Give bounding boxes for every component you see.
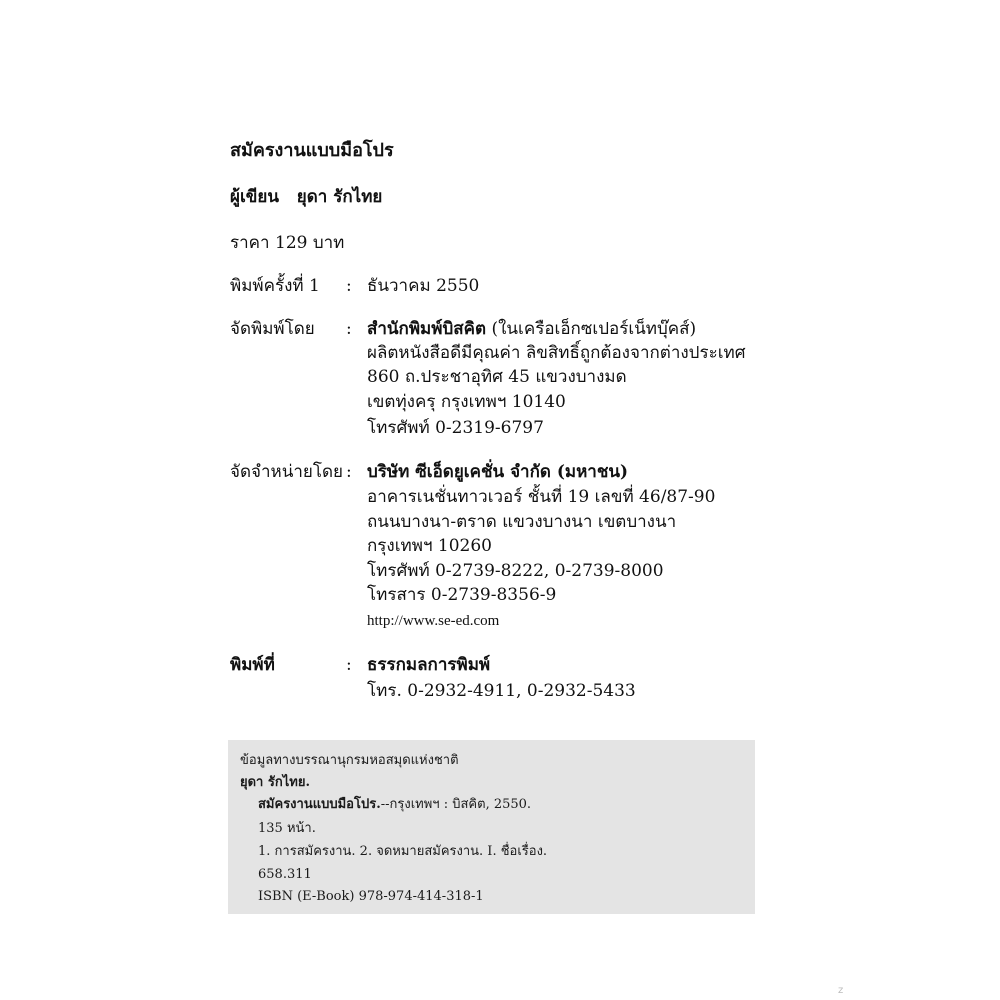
distributor-line: กรุงเทพฯ 10260 [367,536,492,556]
printer-colon: : [346,655,352,675]
cip-isbn: ISBN (E-Book) 978-974-414-318-1 [258,889,484,904]
distributor-name: บริษัท ซีเอ็ดยูเคชั่น จำกัด (มหาชน) [367,462,629,482]
publisher-colon: : [346,319,352,339]
cip-imprint: --กรุงเทพฯ : บิสคิต, 2550. [380,797,532,812]
publisher-label: จัดพิมพ์โดย [230,319,315,339]
edition-label: พิมพ์ครั้งที่ 1 [230,276,320,296]
distributor-url: http://www.se-ed.com [367,613,500,629]
distributor-phone: โทรศัพท์ 0-2739-8222, 0-2739-8000 [367,561,664,581]
edition-colon: : [346,276,352,296]
cip-box [228,740,755,914]
cip-author: ยุดา รักไทย. [240,775,310,790]
publisher-name-line [367,318,696,340]
printer-label: พิมพ์ที่ [230,655,275,675]
publisher-line: ผลิตหนังสือดีมีคุณค่า ลิขสิทธิ์ถูกต้องจากต่างประเทศ [367,343,746,363]
publisher-network: (ในเครือเอ็กซเปอร์เน็ทบุ๊คส์) [491,319,697,339]
cip-subjects: 1. การสมัครงาน. 2. จดหมายสมัครงาน. I. ชื่อเรื่อง. [258,844,548,859]
edition-value: ธันวาคม 2550 [367,276,480,296]
distributor-fax: โทรสาร 0-2739-8356-9 [367,585,557,605]
publisher-line: 860 ถ.ประชาอุทิศ 45 แขวงบางมด [367,367,627,387]
distributor-colon: : [346,462,352,482]
author-name: ยุดา รักไทย [296,187,383,207]
book-title: สมัครงานแบบมือโปร [230,140,394,161]
author-label: ผู้เขียน [230,187,279,207]
price: ราคา 129 บาท [230,233,345,253]
cip-heading: ข้อมูลทางบรรณานุกรมหอสมุดแห่งชาติ [240,753,459,768]
publisher-line: เขตทุ่งครุ กรุงเทพฯ 10140 [367,392,566,412]
publisher-name: สำนักพิมพ์บิสคิต [367,319,487,339]
cip-classification: 658.311 [258,867,312,882]
page-mark: z [838,985,844,996]
distributor-line: ถนนบางนา-ตราด แขวงบางนา เขตบางนา [367,512,677,532]
printer-phone: โทร. 0-2932-4911, 0-2932-5433 [367,681,636,701]
publisher-phone: โทรศัพท์ 0-2319-6797 [367,418,544,438]
cip-pages: 135 หน้า. [258,821,316,836]
cip-title-line [258,796,531,814]
distributor-label: จัดจำหน่ายโดย [230,462,343,482]
author-line [230,186,382,208]
cip-title: สมัครงานแบบมือโปร. [258,797,381,812]
distributor-line: อาคารเนชั่นทาวเวอร์ ชั้นที่ 19 เลขที่ 46/87-90 [367,487,716,507]
printer-name: ธรรกมลการพิมพ์ [367,655,491,675]
